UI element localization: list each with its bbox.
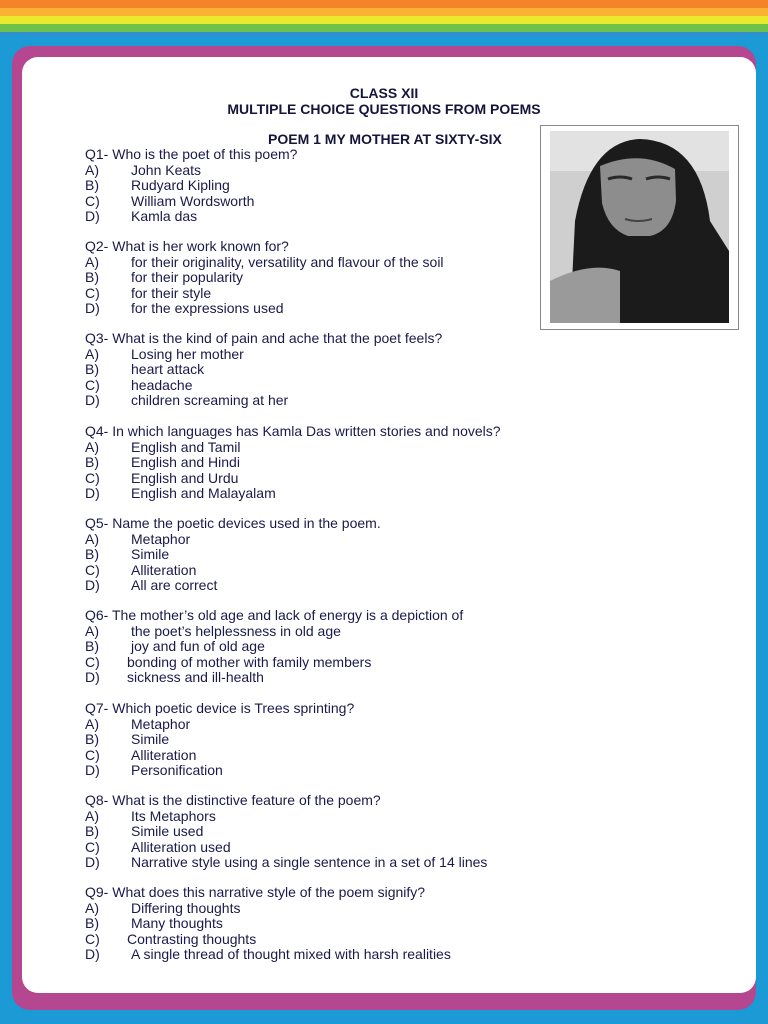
option-letter: C) xyxy=(85,838,100,855)
option-text: All are correct xyxy=(131,577,218,593)
option xyxy=(85,639,535,655)
option xyxy=(85,178,535,194)
option-text: for their popularity xyxy=(131,269,244,285)
option xyxy=(85,209,535,225)
option-letter: D) xyxy=(85,854,100,870)
option-text: Alliteration xyxy=(131,561,197,578)
option-letter: C) xyxy=(85,653,100,670)
option-letter: B) xyxy=(85,823,99,839)
option xyxy=(85,301,535,317)
option-letter: D) xyxy=(85,300,100,316)
question-stem: Q2- What is her work known for? xyxy=(85,238,289,254)
option-letter: D) xyxy=(85,669,100,685)
question-6 xyxy=(85,608,535,686)
option-letter: C) xyxy=(85,561,100,578)
question-stem: Q7- Which poetic device is Trees sprinting? xyxy=(85,700,355,716)
option-letter: C) xyxy=(85,930,100,947)
question-8 xyxy=(85,793,535,871)
class-label: CLASS XII xyxy=(349,85,419,101)
option-letter: B) xyxy=(85,454,99,470)
option-text: Contrasting thoughts xyxy=(127,930,257,947)
option-text: Kamla das xyxy=(131,208,198,224)
option-text: joy and fun of old age xyxy=(131,638,265,654)
stripe-green xyxy=(0,24,768,32)
stripe-yellow xyxy=(0,16,768,24)
option xyxy=(85,717,535,733)
option-letter: A) xyxy=(85,715,99,732)
option-letter: D) xyxy=(85,392,100,408)
option xyxy=(85,532,535,548)
option xyxy=(85,655,535,671)
option xyxy=(85,347,535,363)
option-text: Personification xyxy=(131,762,223,778)
option xyxy=(85,916,535,932)
option xyxy=(85,855,535,871)
option-letter: A) xyxy=(85,161,99,178)
option-letter: D) xyxy=(85,577,100,593)
option-text: Differing thoughts xyxy=(131,899,241,916)
option-text: John Keats xyxy=(131,161,202,178)
question-stem: Q9- What does this narrative style of the poem signify? xyxy=(85,884,426,900)
option-letter: D) xyxy=(85,485,100,501)
question-2 xyxy=(85,239,535,317)
option-letter: A) xyxy=(85,345,99,362)
option-text: for the expressions used xyxy=(131,300,284,316)
option xyxy=(85,748,535,764)
option xyxy=(85,578,535,594)
option-letter: B) xyxy=(85,731,99,747)
option-letter: B) xyxy=(85,546,99,562)
option-text: English and Urdu xyxy=(131,469,239,486)
option-text: headache xyxy=(131,376,193,393)
option-text: Simile xyxy=(131,546,170,562)
option-text: Narrative style using a single sentence in a set of 14 lines xyxy=(131,854,488,870)
option xyxy=(85,547,535,563)
option-text: Losing her mother xyxy=(131,345,244,362)
option xyxy=(85,362,535,378)
question-stem: Q6- The mother’s old age and lack of energy is a depiction of xyxy=(85,607,464,623)
question-9 xyxy=(85,885,535,963)
option-text: English and Malayalam xyxy=(131,485,276,501)
option-letter: C) xyxy=(85,192,100,209)
option xyxy=(85,809,535,825)
option-text: Simile xyxy=(131,731,170,747)
question-stem: Q5- Name the poetic devices used in the poem. xyxy=(85,515,381,531)
option-text: Rudyard Kipling xyxy=(131,177,230,193)
option-text: Metaphor xyxy=(131,715,191,732)
option xyxy=(85,378,535,394)
option xyxy=(85,624,535,640)
option xyxy=(85,732,535,748)
option-letter: C) xyxy=(85,376,100,393)
option-letter: A) xyxy=(85,622,99,639)
option-letter: D) xyxy=(85,762,100,778)
poet-photo-frame xyxy=(540,125,739,330)
option-text: English and Hindi xyxy=(131,454,240,470)
question-stem: Q1- Who is the poet of this poem? xyxy=(85,146,298,162)
option-letter: C) xyxy=(85,469,100,486)
option-letter: B) xyxy=(85,177,99,193)
question-stem: Q8- What is the distinctive feature of the poem? xyxy=(85,792,381,808)
question-5 xyxy=(85,516,535,594)
option-text: Many thoughts xyxy=(131,915,223,931)
option xyxy=(85,824,535,840)
document-subtitle: MULTIPLE CHOICE QUESTIONS FROM POEMS xyxy=(227,101,541,117)
option-letter: A) xyxy=(85,438,99,455)
stripe-orange xyxy=(0,0,768,8)
option-text: for their originality, versatility and flavour of the soil xyxy=(131,253,444,270)
option xyxy=(85,932,535,948)
option-text: children screaming at her xyxy=(131,392,289,408)
question-stem: Q4- In which languages has Kamla Das written stories and novels? xyxy=(85,423,501,439)
option-text: the poet’s helplessness in old age xyxy=(131,622,341,639)
option-letter: A) xyxy=(85,807,99,824)
option-text: Simile used xyxy=(131,823,204,839)
option-text: A single thread of thought mixed with harsh realities xyxy=(131,946,451,962)
option-text: bonding of mother with family members xyxy=(127,653,372,670)
option xyxy=(85,393,535,409)
option-letter: D) xyxy=(85,946,100,962)
question-stem: Q3- What is the kind of pain and ache that the poet feels? xyxy=(85,330,443,346)
option xyxy=(85,455,535,471)
option-letter: B) xyxy=(85,915,99,931)
option xyxy=(85,471,535,487)
option xyxy=(85,194,535,210)
question-7 xyxy=(85,701,535,779)
question-1 xyxy=(85,147,535,225)
option-text: heart attack xyxy=(131,361,205,377)
option xyxy=(85,163,535,179)
rainbow-stripes xyxy=(0,0,768,40)
poet-portrait-icon xyxy=(550,131,729,323)
option xyxy=(85,670,535,686)
option-text: William Wordsworth xyxy=(131,192,255,209)
option xyxy=(85,270,535,286)
option-text: Metaphor xyxy=(131,530,191,547)
option-text: Its Metaphors xyxy=(131,807,216,824)
option-text: English and Tamil xyxy=(131,438,241,455)
option-text: Alliteration xyxy=(131,746,197,763)
option xyxy=(85,947,535,963)
option xyxy=(85,440,535,456)
option xyxy=(85,286,535,302)
option-letter: A) xyxy=(85,899,99,916)
option xyxy=(85,486,535,502)
option xyxy=(85,840,535,856)
option xyxy=(85,255,535,271)
option-letter: C) xyxy=(85,284,100,301)
option-letter: B) xyxy=(85,638,99,654)
option-letter: B) xyxy=(85,361,99,377)
question-3 xyxy=(85,331,535,409)
option-letter: B) xyxy=(85,269,99,285)
poem-title: POEM 1 MY MOTHER AT SIXTY-SIX xyxy=(268,131,502,147)
option xyxy=(85,901,535,917)
question-4 xyxy=(85,424,535,502)
stripe-amber xyxy=(0,8,768,16)
option-letter: C) xyxy=(85,746,100,763)
option xyxy=(85,563,535,579)
option-text: for their style xyxy=(131,284,212,301)
option-letter: A) xyxy=(85,253,99,270)
option-text: sickness and ill-health xyxy=(127,669,264,685)
option xyxy=(85,763,535,779)
option-text: Alliteration used xyxy=(131,838,231,855)
option-letter: A) xyxy=(85,530,99,547)
option-letter: D) xyxy=(85,208,100,224)
